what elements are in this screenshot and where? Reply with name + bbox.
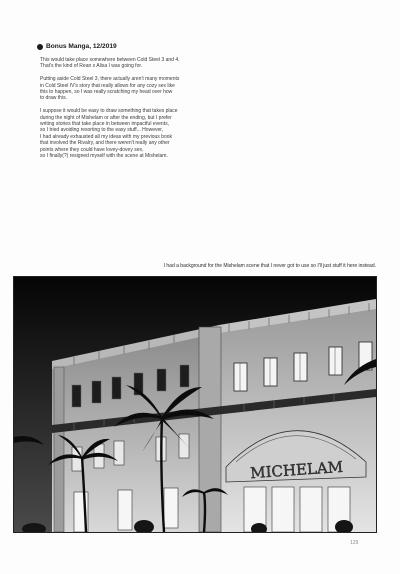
afterword-text bbox=[40, 57, 280, 166]
heading-text: Bonus Manga, 12/2019 bbox=[46, 43, 117, 50]
text-line: during the night of Mishelam or after the ending, but I prefer bbox=[40, 114, 172, 121]
text-line: to draw this. bbox=[40, 95, 67, 102]
mishelam-background-illustration bbox=[13, 276, 377, 533]
text-line: this to happen, so I was really scratching my head over how bbox=[40, 89, 173, 96]
paragraph bbox=[40, 57, 280, 70]
text-line: That's the kind of Rean x Alisa I was going for. bbox=[40, 63, 143, 70]
text-line: writing stories that take place in between impactful events, bbox=[40, 121, 169, 128]
text-line: in Cold Steel IV's story that really allows for any cozy sex like bbox=[40, 82, 175, 89]
text-line: so I tried avoiding resorting to the easy stuff... However, bbox=[40, 127, 164, 134]
section-heading bbox=[37, 43, 117, 50]
text-line: points where they could have lovey-dovey sex, bbox=[40, 146, 144, 153]
page-number: 129 bbox=[350, 540, 359, 546]
paragraph bbox=[40, 108, 280, 159]
text-line: This would take place somewhere between Cold Steel 3 and 4. bbox=[40, 57, 180, 63]
text-line: I suppose it would be easy to draw something that takes place bbox=[40, 108, 178, 115]
illustration-caption: I had a background for the Mishelam scene that I never got to use so I'll just stuff it here instead. bbox=[163, 263, 376, 269]
text-line: I had already exhausted all my ideas with my previous book bbox=[40, 133, 173, 140]
text-line: that involved the Rivalry, and there weren't really any other bbox=[40, 140, 170, 147]
text-line: Putting aside Cold Steel 3, there actually aren't many moments bbox=[40, 76, 180, 83]
text-line: so I finally(?) resigned myself with the scene at Mishelam. bbox=[40, 153, 168, 160]
building-sign-text: MICHELAM bbox=[249, 457, 344, 483]
bullet-icon bbox=[37, 44, 43, 50]
building-drawing bbox=[14, 277, 376, 532]
paragraph bbox=[40, 76, 280, 102]
